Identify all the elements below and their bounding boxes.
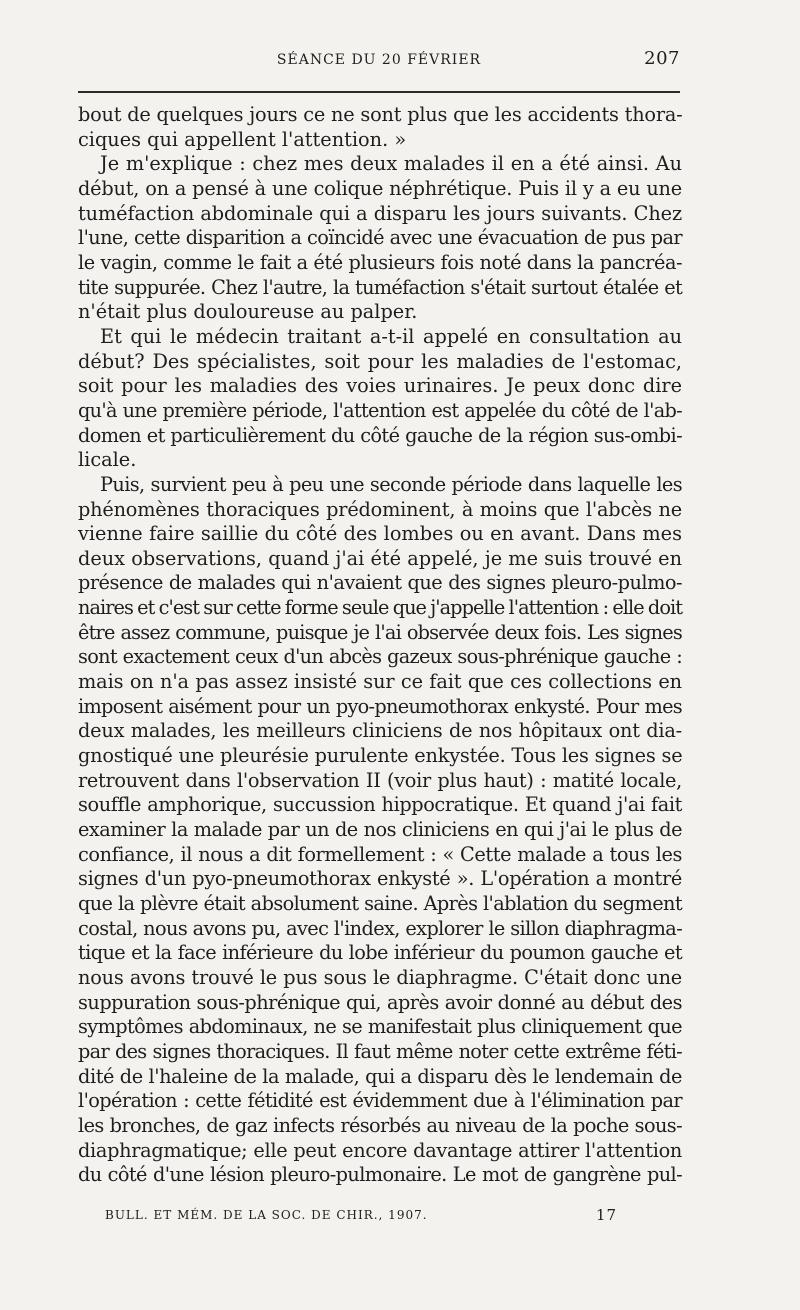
text-line: gnostiqué une pleurésie purulente enkystée. Tous les signes se (78, 744, 683, 768)
running-header (78, 48, 680, 76)
text-line: du côté d'une lésion pleuro-pulmonaire. Le mot de gangrène pul- (78, 1163, 682, 1187)
text-line: que la plèvre était absolument saine. Après l'ablation du segment (78, 892, 682, 915)
text-line: l'opération : cette fétidité est évidemment due à l'élimination par (78, 1089, 682, 1113)
text-line: vienne faire saillie du côté des lombes ou en avant. Dans mes (78, 522, 682, 546)
text-line: n'était plus douloureuse au palper. (78, 300, 418, 324)
text-line: qu'à une première période, l'attention est appelée du côté de l'ab- (78, 398, 682, 422)
text-line: l'une, cette disparition a coïncidé avec une évacuation de pus par (78, 226, 682, 250)
text-line: mais on n'a pas assez insisté sur ce fait que ces collections en (78, 670, 682, 694)
text-line: confiance, il nous a dit formellement : « Cette malade a tous les (78, 842, 682, 866)
text-line: naires et c'est sur cette forme seule que j'appelle l'attention : elle doit (78, 596, 682, 620)
text-line: imposent aisément pour un pyo-pneumothorax enkysté. Pour mes (78, 694, 682, 718)
text-line: nous avons trouvé le pus sous le diaphragme. C'était donc une (78, 965, 682, 989)
text-line: Puis, survient peu à peu une seconde période dans laquelle les (100, 472, 682, 496)
text-line: Je m'explique : chez mes deux malades il en a été ainsi. Au (100, 152, 682, 176)
text-line: costal, nous avons pu, avec l'index, explorer le sillon diaphragma- (78, 916, 683, 940)
signature-mark: 17 (596, 1206, 618, 1224)
text-line: soit pour les maladies des voies urinaires. Je peux donc dire (78, 374, 682, 398)
header-title: SÉANCE DU 20 FÉVRIER (276, 52, 482, 68)
text-line: Et qui le médecin traitant a-t-il appelé en consultation au (100, 324, 682, 348)
text-line: souffle amphorique, succussion hippocratique. Et quand j'ai fait (78, 793, 682, 817)
text-line: présence de malades qui n'avaient que des signes pleuro-pulmo- (78, 571, 682, 595)
header-rule (78, 91, 680, 93)
page-number: 207 (644, 48, 680, 69)
body-text (78, 103, 682, 1188)
text-line: être assez commune, puisque je l'ai observée deux fois. Les signes (78, 620, 682, 644)
text-line: sont exactement ceux d'un abcès gazeux sous-phrénique gauche : (78, 645, 682, 669)
text-line: les bronches, de gaz infects résorbés au niveau de la poche sous- (78, 1113, 682, 1137)
text-line: par des signes thoraciques. Il faut même noter cette extrême féti- (78, 1039, 682, 1063)
text-line: diaphragmatique; elle peut encore davantage attirer l'attention (78, 1138, 682, 1162)
text-line: tuméfaction abdominale qui a disparu les jours suivants. Chez (78, 201, 682, 225)
journal-reference: BULL. ET MÉM. DE LA SOC. DE CHIR., 1907. (105, 1208, 428, 1222)
text-line: tite suppurée. Chez l'autre, la tuméfaction s'était surtout étalée et (78, 275, 682, 299)
text-line: début, on a pensé à une colique néphrétique. Puis il y a eu une (78, 176, 682, 200)
text-line: tique et la face inférieure du lobe inférieur du poumon gauche et (78, 941, 682, 965)
text-line: deux malades, les meilleurs cliniciens de nos hôpitaux ont dia- (78, 719, 682, 743)
text-line: licale. (78, 448, 137, 472)
text-line: retrouvent dans l'observation II (voir plus haut) : matité locale, (78, 768, 682, 792)
text-line: examiner la malade par un de nos cliniciens en qui j'ai le plus de (78, 818, 682, 842)
text-line: signes d'un pyo-pneumothorax enkysté ». L'opération a montré (78, 867, 682, 891)
text-line: domen et particulièrement du côté gauche de la région sus-ombi- (78, 423, 682, 447)
text-line: dité de l'haleine de la malade, qui a disparu dès le lendemain de (78, 1064, 683, 1088)
text-line: début? Des spécialistes, soit pour les maladies de l'estomac, (78, 349, 682, 373)
text-line: suppuration sous-phrénique qui, après avoir donné au début des (78, 990, 682, 1014)
page-footer (78, 1206, 682, 1228)
text-line: ciques qui appellent l'attention. » (78, 127, 407, 151)
text-line: le vagin, comme le fait a été plusieurs fois noté dans la pancréa- (78, 250, 683, 274)
text-line: phénomènes thoraciques prédominent, à moins que l'abcès ne (78, 497, 682, 521)
text-line: deux observations, quand j'ai été appelé, je me suis trouvé en (78, 546, 682, 570)
text-line: bout de quelques jours ce ne sont plus que les accidents thora- (78, 103, 683, 126)
text-line: symptômes abdominaux, ne se manifestait plus cliniquement que (78, 1015, 682, 1039)
